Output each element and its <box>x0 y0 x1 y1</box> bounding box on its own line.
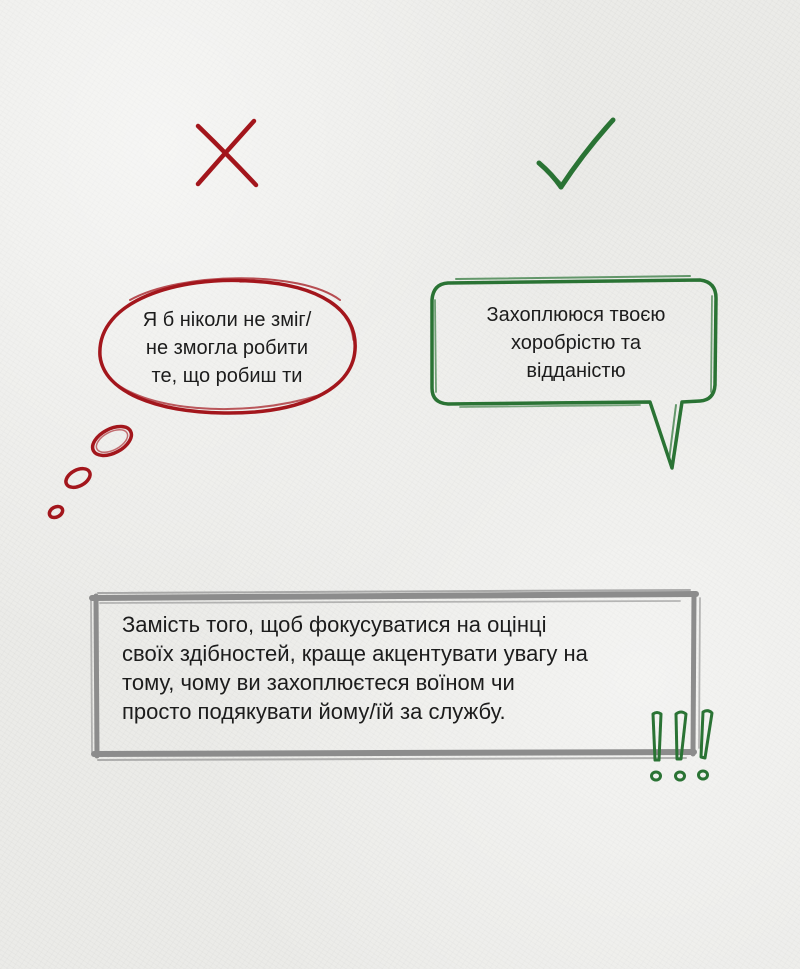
checkmark-icon <box>539 120 613 187</box>
cross-icon <box>198 121 256 185</box>
thought-dots <box>47 421 136 520</box>
advice-text: Замість того, щоб фокусуватися на оцінці своїх здібностей, краще акцентувати увагу на тому, чому ви захоплюєтеся воїном чи просто подякувати йому/їй за службу. <box>122 612 588 724</box>
speech-bubble-text: Захоплююся твоєю хоробрістю та відданістю <box>486 304 666 382</box>
thought-bubble-text: Я б ніколи не зміг/ не змогла робити те, що робиш ти <box>142 309 312 387</box>
